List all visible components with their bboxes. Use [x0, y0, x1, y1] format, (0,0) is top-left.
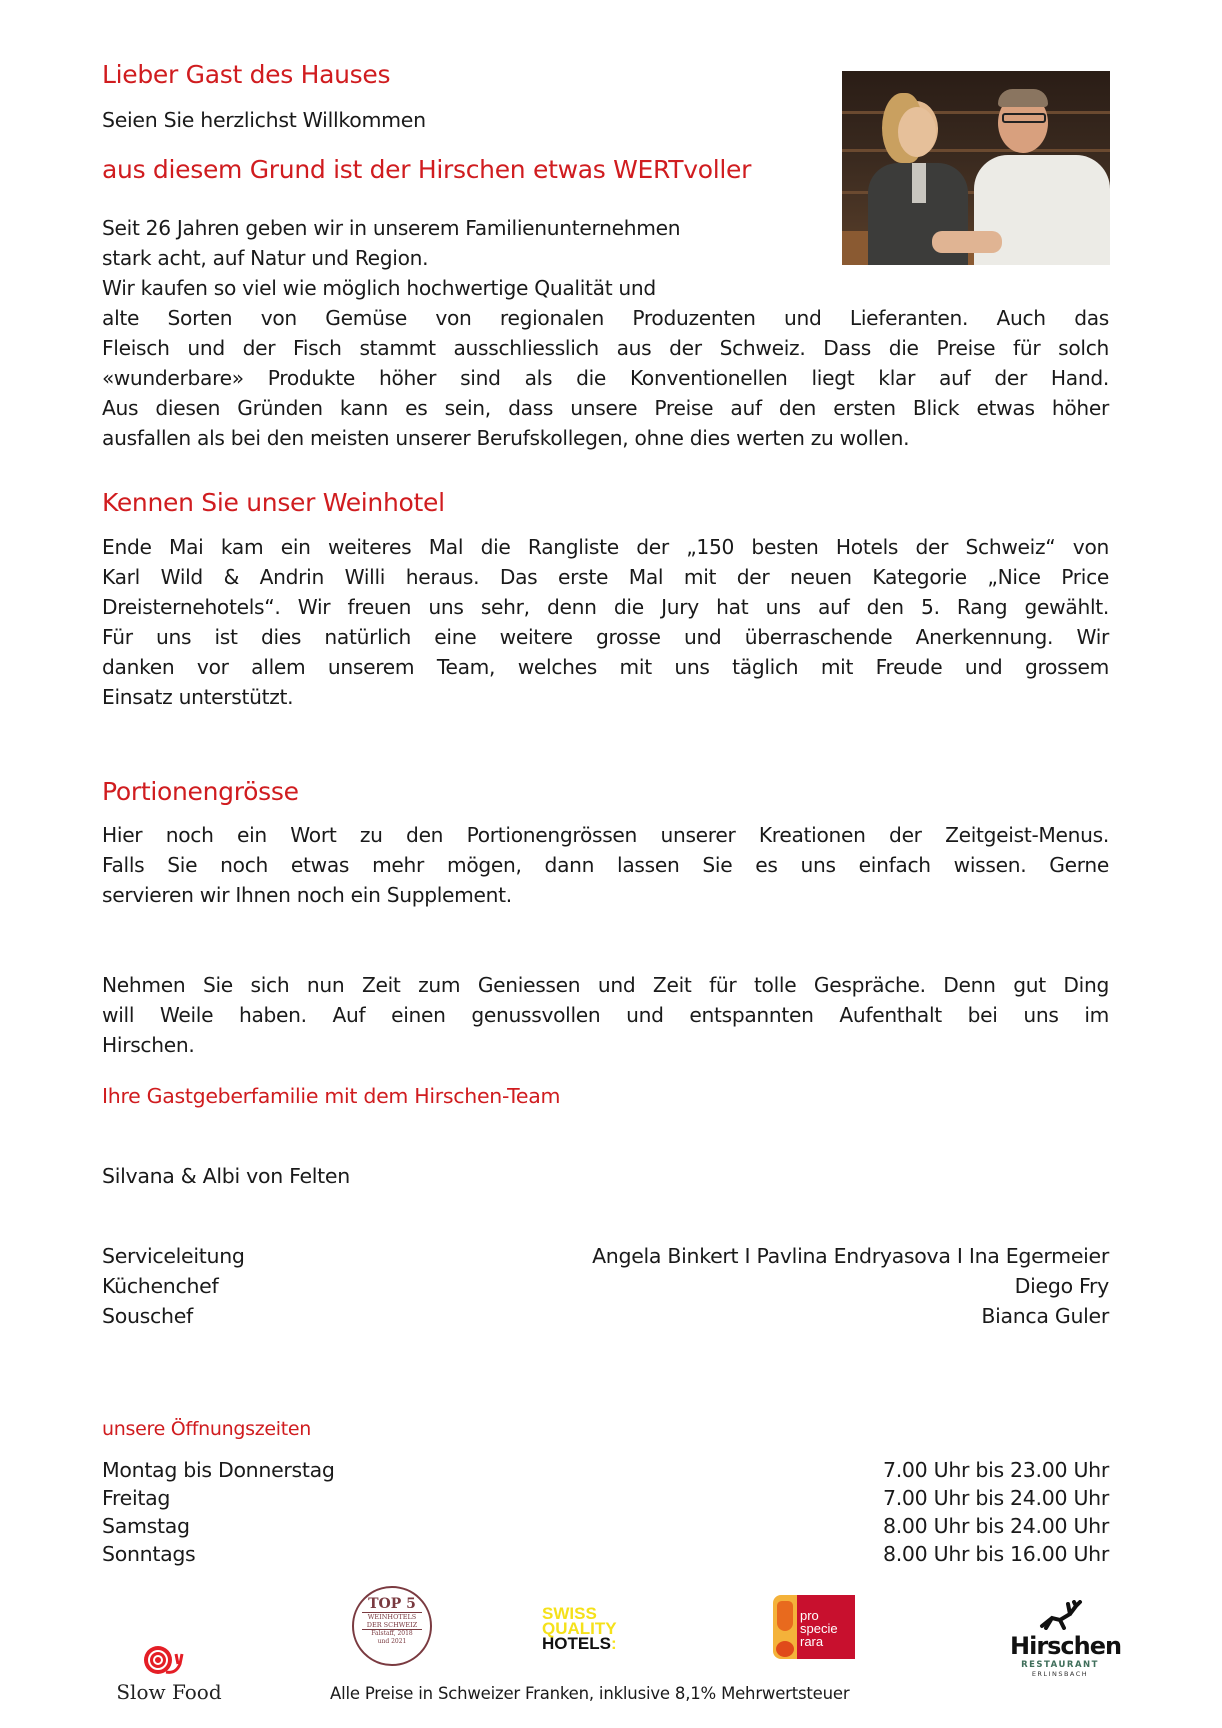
hours-time: 7.00 Uhr bis 23.00 Uhr [882, 1458, 1109, 1482]
text-line: Wir kaufen so viel wie möglich hochwertige Qualität und [102, 276, 656, 300]
text-line: «wunderbare» Produkte höher sind als die Konventionellen liegt klar auf der Hand. [102, 366, 1109, 390]
text-line: servieren wir Ihnen noch ein Supplement. [102, 883, 512, 907]
text-line: Karl Wild & Andrin Willi heraus. Das erste Mal mit der neuen Kategorie „Nice Price [102, 565, 1109, 589]
hours-time: 8.00 Uhr bis 16.00 Uhr [882, 1542, 1109, 1566]
text-line: stark acht, auf Natur und Region. [102, 246, 429, 270]
portion-heading: Portionengrösse [102, 777, 299, 806]
team-role: Küchenchef [102, 1274, 219, 1298]
psr-line: pro [800, 1608, 819, 1623]
deer-icon [1030, 1600, 1090, 1630]
badge-line: Falstaff, 2018 [371, 1630, 413, 1637]
hours-row [102, 1514, 1109, 1538]
value-heading: aus diesem Grund ist der Hirschen etwas WERTvoller [102, 155, 752, 184]
hours-day: Freitag [102, 1486, 171, 1510]
snail-icon [104, 1640, 234, 1676]
hirschen-sub: RESTAURANT [1021, 1660, 1099, 1670]
weinhotel-heading: Kennen Sie unser Weinhotel [102, 488, 445, 517]
text-line: ausfallen als bei den meisten unserer Berufskollegen, ohne dies werten zu wollen. [102, 426, 910, 450]
hours-heading: unsere Öffnungszeiten [102, 1418, 312, 1440]
hirschen-restaurant-logo [1010, 1600, 1122, 1678]
text-line: will Weile haben. Auf einen genussvollen und entspannten Aufenthalt bei uns im [102, 1003, 1109, 1027]
hours-row [102, 1458, 1109, 1482]
text-line: Für uns ist dies natürlich eine weitere grosse und überraschende Anerkennung. Wir [102, 625, 1109, 649]
weinhotel-paragraph [102, 532, 1109, 712]
text-line: Hirschen. [102, 1033, 195, 1057]
hirschen-sub: ERLINSBACH [1031, 1670, 1089, 1678]
text-line: Ende Mai kam ein weiteres Mal die Rangliste der „150 besten Hotels der Schweiz“ von [102, 535, 1109, 559]
hosts-names: Silvana & Albi von Felten [102, 1164, 350, 1188]
psr-line: specie [800, 1621, 838, 1636]
top5-weinhotels-badge [352, 1586, 432, 1666]
hours-time: 7.00 Uhr bis 24.00 Uhr [882, 1486, 1109, 1510]
text-line: Falls Sie noch etwas mehr mögen, dann lassen Sie es uns einfach wissen. Gerne [102, 853, 1109, 877]
greeting: Seien Sie herzlichst Willkommen [102, 108, 426, 132]
badge-title: TOP 5 [368, 1596, 416, 1612]
price-note: Alle Preise in Schweizer Franken, inklusive 8,1% Mehrwertsteuer [330, 1684, 850, 1703]
cow-icon [773, 1595, 797, 1659]
slow-food-logo [104, 1640, 234, 1704]
portion-paragraph [102, 820, 1109, 910]
value-paragraph [102, 213, 1109, 453]
hours-time: 8.00 Uhr bis 24.00 Uhr [882, 1514, 1109, 1538]
badge-line: WEINHOTELS [362, 1612, 422, 1621]
hours-day: Montag bis Donnerstag [102, 1458, 335, 1482]
team-row [102, 1304, 1109, 1328]
text-line: Fleisch und der Fisch stammt ausschliesslich aus der Schweiz. Dass die Preise für solch [102, 336, 1109, 360]
signoff: Ihre Gastgeberfamilie mit dem Hirschen-Team [102, 1084, 561, 1108]
text-line: Seit 26 Jahren geben wir in unserem Familienunternehmen [102, 216, 681, 240]
hours-day: Sonntags [102, 1542, 196, 1566]
hours-day: Samstag [102, 1514, 190, 1538]
sqh-line: SWISS [542, 1604, 597, 1623]
team-row [102, 1274, 1109, 1298]
team-names: Angela Binkert I Pavlina Endryasova I Ina Egermeier [592, 1244, 1109, 1268]
team-names: Bianca Guler [981, 1304, 1109, 1328]
text-line: danken vor allem unserem Team, welches mit uns täglich mit Freude und grossem [102, 655, 1109, 679]
welcome-heading: Lieber Gast des Hauses [102, 60, 391, 89]
closing-paragraph [102, 970, 1109, 1060]
badge-line: DER SCHWEIZ [362, 1621, 422, 1630]
sqh-line: HOTELS [542, 1634, 611, 1653]
text-line: Dreisternehotels“. Wir freuen uns sehr, denn die Jury hat uns auf den 5. Rang gewählt. [102, 595, 1109, 619]
hirschen-name: Hirschen [1010, 1632, 1122, 1660]
text-line: Nehmen Sie sich nun Zeit zum Geniessen und Zeit für tolle Gespräche. Denn gut Ding [102, 973, 1109, 997]
pro-specie-rara-logo [773, 1595, 855, 1659]
slow-food-text: Slow Food [116, 1680, 222, 1704]
team-names: Diego Fry [1014, 1274, 1109, 1298]
badge-line: und 2021 [377, 1638, 407, 1645]
hours-row [102, 1486, 1109, 1510]
text-line: Aus diesen Gründen kann es sein, dass unsere Preise auf den ersten Blick etwas höher [102, 396, 1109, 420]
team-role: Souschef [102, 1304, 193, 1328]
swiss-quality-hotels-logo: SWISS QUALITY HOTELS: [542, 1606, 662, 1651]
text-line: Einsatz unterstützt. [102, 685, 294, 709]
text-line: alte Sorten von Gemüse von regionalen Produzenten und Lieferanten. Auch das [102, 306, 1109, 330]
team-row [102, 1244, 1109, 1268]
team-role: Serviceleitung [102, 1244, 245, 1268]
sqh-line: QUALITY [542, 1619, 617, 1638]
text-line: Hier noch ein Wort zu den Portionengrössen unserer Kreationen der Zeitgeist-Menus. [102, 823, 1109, 847]
psr-line: rara [800, 1634, 824, 1649]
hours-row [102, 1542, 1109, 1566]
